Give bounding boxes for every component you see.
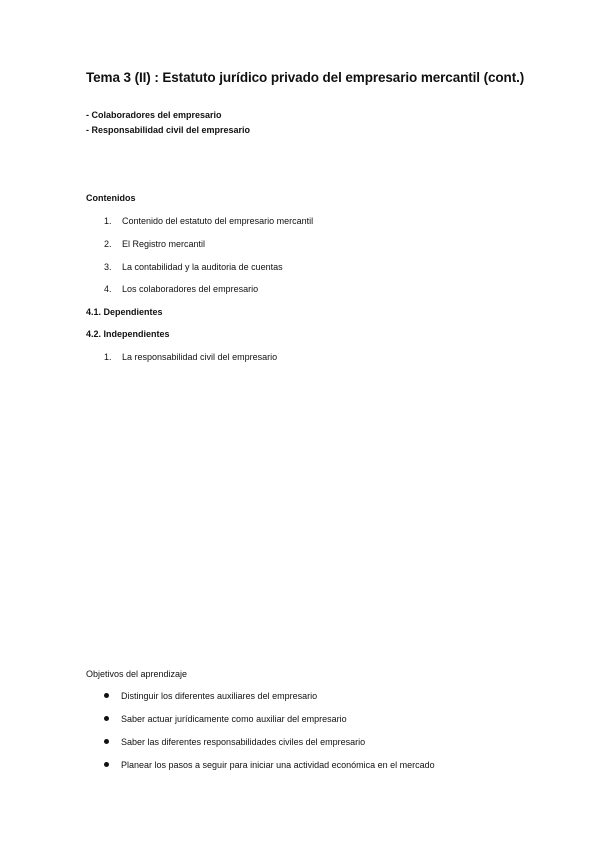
item-text: Planear los pasos a seguir para iniciar una actividad económica en el mercado: [121, 760, 435, 770]
contenidos-item: [104, 352, 277, 362]
subheading-dependientes: 4.1. Dependientes: [86, 307, 163, 317]
objetivos-item: [104, 714, 347, 724]
contenidos-item: [104, 284, 258, 294]
contenidos-item: [104, 262, 283, 272]
item-number: 2.: [104, 239, 112, 249]
bullet-icon: [104, 762, 109, 767]
item-text: Distinguir los diferentes auxiliares del empresario: [121, 691, 318, 701]
item-text: Saber actuar jurídicamente como auxiliar del empresario: [121, 714, 347, 724]
subline-responsabilidad: - Responsabilidad civil del empresario: [86, 125, 251, 135]
item-text: Los colaboradores del empresario: [122, 284, 259, 294]
item-text: Saber las diferentes responsabilidades civiles del empresario: [121, 737, 366, 747]
subheading-independientes: 4.2. Independientes: [86, 329, 170, 339]
objetivos-item: [104, 737, 365, 747]
contenidos-heading: Contenidos: [86, 193, 136, 203]
item-text: Contenido del estatuto del empresario mercantil: [122, 216, 314, 226]
contenidos-item: [104, 239, 205, 249]
item-number: 4.: [104, 284, 112, 294]
item-number: 1.: [104, 216, 112, 226]
objetivos-item: [104, 760, 435, 770]
contenidos-item: [104, 216, 313, 226]
objetivos-heading: Objetivos del aprendizaje: [86, 669, 188, 679]
item-text: El Registro mercantil: [122, 239, 206, 249]
item-text: La responsabilidad civil del empresario: [122, 352, 278, 362]
bullet-icon: [104, 716, 109, 721]
bullet-icon: [104, 693, 109, 698]
bullet-icon: [104, 739, 109, 744]
item-text: La contabilidad y la auditoria de cuentas: [122, 262, 283, 272]
item-number: 1.: [104, 352, 112, 362]
subline-colaboradores: - Colaboradores del empresario: [86, 110, 222, 120]
item-number: 3.: [104, 262, 112, 272]
page-title: Tema 3 (II) : Estatuto jurídico privado del empresario mercantil (cont.): [86, 70, 525, 85]
objetivos-item: [104, 691, 317, 701]
